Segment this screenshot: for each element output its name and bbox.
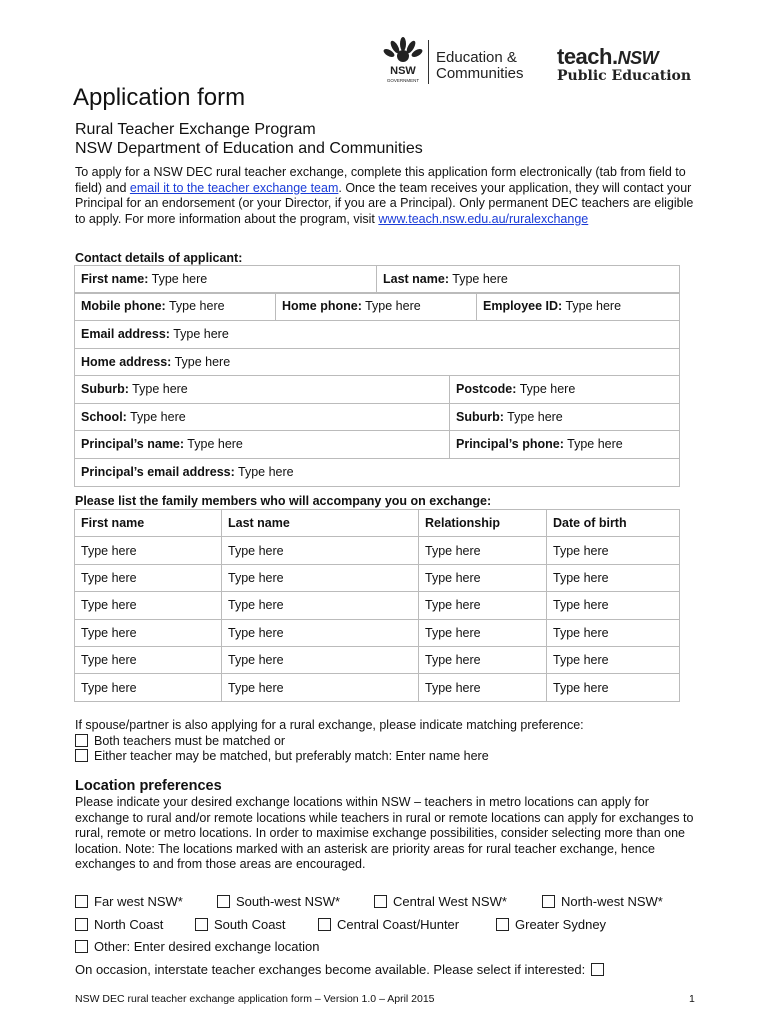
principal-name-field[interactable]: Principal’s name: Type here <box>75 431 450 459</box>
col-date-of-birth: Date of birth <box>547 510 680 537</box>
table-cell[interactable]: Type here <box>547 646 680 673</box>
rural-exchange-link[interactable]: www.teach.nsw.edu.au/ruralexchange <box>378 211 589 226</box>
both-matched-checkbox[interactable] <box>75 734 88 747</box>
table-cell[interactable]: Type here <box>547 592 680 619</box>
table-cell[interactable]: Type here <box>419 592 547 619</box>
checkbox[interactable] <box>75 918 88 931</box>
page-number: 1 <box>689 993 695 1005</box>
table-cell[interactable]: Type here <box>547 674 680 701</box>
location-central-coast[interactable]: Central Coast/Hunter <box>318 917 459 932</box>
checkbox[interactable] <box>195 918 208 931</box>
email-address-field[interactable]: Email address: Type here <box>75 321 680 349</box>
table-cell[interactable]: Type here <box>75 646 222 673</box>
table-row <box>75 592 680 619</box>
table-cell[interactable]: Type here <box>547 537 680 564</box>
subtitle: Rural Teacher Exchange Program NSW Department of Education and Communities <box>75 121 423 157</box>
table-cell[interactable]: Type here <box>222 674 419 701</box>
family-table <box>74 509 680 702</box>
location-north-coast[interactable]: North Coast <box>75 917 163 932</box>
spouse-option-either: Either teacher may be matched, but preferably match: Enter name here <box>75 748 489 764</box>
family-heading: Please list the family members who will accompany you on exchange: <box>75 494 492 508</box>
table-row <box>75 619 680 646</box>
col-first-name: First name <box>75 510 222 537</box>
suburb-field[interactable]: Suburb: Type here <box>75 376 450 404</box>
home-phone-field[interactable]: Home phone: Type here <box>276 293 477 321</box>
table-row <box>75 537 680 564</box>
svg-text:GOVERNMENT: GOVERNMENT <box>386 78 420 83</box>
table-cell[interactable]: Type here <box>75 537 222 564</box>
table-cell[interactable]: Type here <box>222 619 419 646</box>
table-row <box>75 564 680 591</box>
page-title: Application form <box>73 84 246 111</box>
intro-paragraph: To apply for a NSW DEC rural teacher exchange, complete this application form electronically (tab from field to field) and email it to the teacher exchange team. Once the team receives your application, they will contact your Principal for an endorsement (or your Director, if you are a Principal). Only permanent DEC teachers are eligible to apply. For more information about the program, visit www.teach.nsw.edu.au/ruralexchange <box>75 165 694 226</box>
footer-text: NSW DEC rural teacher exchange application form – Version 1.0 – April 2015 <box>75 993 435 1005</box>
table-cell[interactable]: Type here <box>419 674 547 701</box>
table-cell[interactable]: Type here <box>75 619 222 646</box>
svg-text:NSW: NSW <box>390 65 416 77</box>
education-communities-logo: Education & Communities <box>436 49 524 82</box>
table-cell[interactable]: Type here <box>419 619 547 646</box>
table-cell[interactable]: Type here <box>75 592 222 619</box>
checkbox[interactable] <box>75 895 88 908</box>
school-field[interactable]: School: Type here <box>75 403 450 431</box>
home-address-field[interactable]: Home address: Type here <box>75 348 680 376</box>
mobile-phone-field[interactable]: Mobile phone: Type here <box>75 293 276 321</box>
table-cell[interactable]: Type here <box>419 646 547 673</box>
checkbox[interactable] <box>318 918 331 931</box>
table-cell[interactable]: Type here <box>419 564 547 591</box>
principal-email-field[interactable]: Principal’s email address: Type here <box>75 459 680 487</box>
table-cell[interactable]: Type here <box>75 674 222 701</box>
col-relationship: Relationship <box>419 510 547 537</box>
table-cell[interactable]: Type here <box>75 564 222 591</box>
location-greater-sydney[interactable]: Greater Sydney <box>496 917 606 932</box>
location-north-west[interactable]: North-west NSW* <box>542 894 663 909</box>
location-south-coast[interactable]: South Coast <box>195 917 286 932</box>
teach-nsw-logo: teach.NSW <box>557 44 659 69</box>
table-cell[interactable]: Type here <box>419 537 547 564</box>
spouse-prompt: If spouse/partner is also applying for a rural exchange, please indicate matching preference: <box>75 718 584 732</box>
table-cell[interactable]: Type here <box>222 564 419 591</box>
contact-table-row2 <box>74 292 680 321</box>
location-description: Please indicate your desired exchange locations within NSW – teachers in metro locations can apply for exchange to rural and/or remote locations while teachers in rural or remote locations can apply for exchanges to rural, remote or metro locations. In order to maximise exchange possibilities, consider selecting more than one location. Note: The locations marked with an asterisk are priority areas for rural teacher exchange, hence exchanges to and from those areas are encouraged. <box>75 795 694 871</box>
school-suburb-field[interactable]: Suburb: Type here <box>450 403 680 431</box>
contact-table-row3 <box>74 320 680 376</box>
postcode-field[interactable]: Postcode: Type here <box>450 376 680 404</box>
other-checkbox[interactable] <box>75 940 88 953</box>
location-far-west[interactable]: Far west NSW* <box>75 894 183 909</box>
contact-heading: Contact details of applicant: <box>75 251 243 265</box>
principal-phone-field[interactable]: Principal’s phone: Type here <box>450 431 680 459</box>
col-last-name: Last name <box>222 510 419 537</box>
table-cell[interactable]: Type here <box>222 646 419 673</box>
table-cell[interactable]: Type here <box>547 619 680 646</box>
public-education-logo: Public Education <box>557 68 692 84</box>
contact-table-row4 <box>74 375 680 459</box>
contact-table-row1 <box>74 265 680 294</box>
interstate-checkbox[interactable] <box>591 963 604 976</box>
contact-table-row5 <box>74 458 680 487</box>
location-central-west[interactable]: Central West NSW* <box>374 894 507 909</box>
table-cell[interactable]: Type here <box>547 564 680 591</box>
table-cell[interactable]: Type here <box>222 592 419 619</box>
checkbox[interactable] <box>374 895 387 908</box>
checkbox[interactable] <box>496 918 509 931</box>
email-team-link[interactable]: email it to the teacher exchange team <box>129 180 339 195</box>
employee-id-field[interactable]: Employee ID: Type here <box>477 293 680 321</box>
location-other[interactable]: Other: Enter desired exchange location <box>75 939 319 954</box>
table-cell[interactable]: Type here <box>222 537 419 564</box>
checkbox[interactable] <box>542 895 555 908</box>
logo-divider <box>428 40 429 84</box>
interstate-row: On occasion, interstate teacher exchanges become available. Please select if interested: <box>75 962 610 977</box>
last-name-field[interactable]: Last name: Type here <box>377 266 680 294</box>
first-name-field[interactable]: First name: Type here <box>75 266 377 294</box>
table-row <box>75 646 680 673</box>
checkbox[interactable] <box>217 895 230 908</box>
location-heading: Location preferences <box>75 778 222 794</box>
spouse-option-both: Both teachers must be matched or <box>75 733 285 749</box>
either-matched-checkbox[interactable] <box>75 749 88 762</box>
nsw-waratah-logo <box>378 36 428 86</box>
table-row <box>75 674 680 701</box>
location-south-west[interactable]: South-west NSW* <box>217 894 340 909</box>
